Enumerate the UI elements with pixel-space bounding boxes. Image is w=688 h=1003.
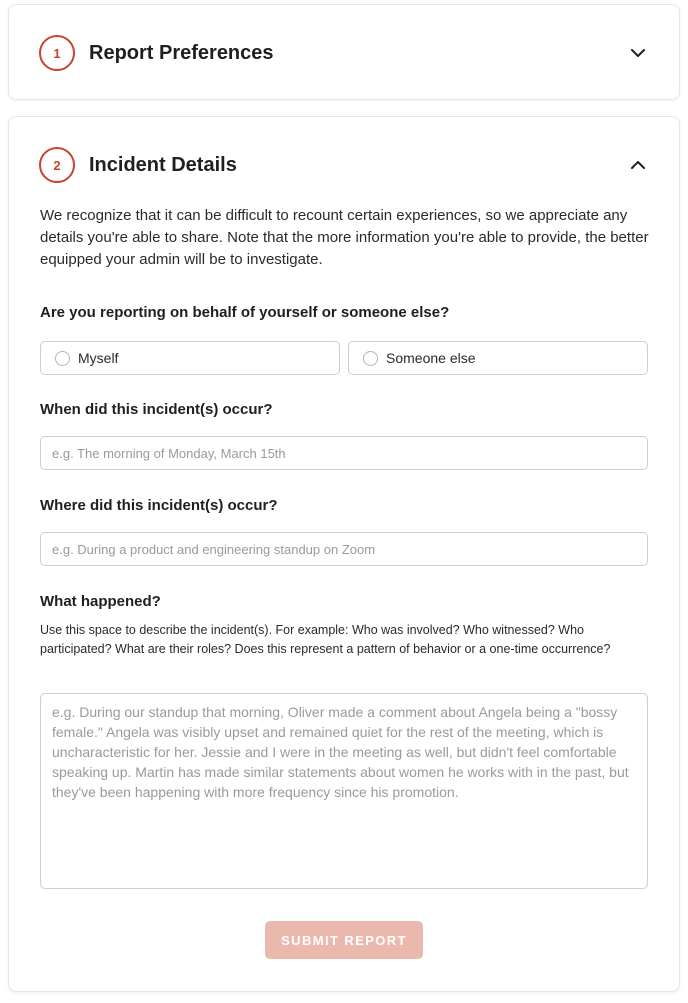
incident-intro-text: We recognize that it can be difficult to recount certain experiences, so we appreciate any details you're able to share. Note that the more information you're able to provide, the better equipped your admin will be to investigate.	[40, 207, 649, 268]
what-happened-helper-text: Use this space to describe the incident(s). For example: Who was involved? Who witnessed? Who participated? What are their roles? Does this represent a pattern of behavior or a one-time occurrence?	[40, 623, 611, 656]
incident-details-header[interactable]	[39, 147, 649, 183]
submit-report-button[interactable]: SUBMIT REPORT	[265, 921, 423, 959]
incident-details-section	[8, 116, 680, 992]
radio-circle-icon[interactable]	[55, 351, 70, 366]
radio-option-someone-else[interactable]	[348, 341, 648, 375]
what-happened-textarea[interactable]	[40, 693, 648, 889]
radio-option-label: Myself	[78, 350, 119, 366]
radio-option-label: Someone else	[386, 350, 476, 366]
where-input[interactable]	[40, 532, 648, 566]
behalf-question-label: Are you reporting on behalf of yourself or someone else?	[40, 304, 450, 321]
step-number-badge: 1	[39, 35, 75, 71]
section-title: Incident Details	[89, 153, 237, 176]
radio-circle-icon[interactable]	[363, 351, 378, 366]
what-happened-question-label: What happened?	[40, 593, 161, 610]
report-preferences-header[interactable]	[39, 35, 649, 71]
section-title: Report Preferences	[89, 41, 274, 64]
chevron-up-icon[interactable]	[627, 154, 649, 176]
where-question-label: Where did this incident(s) occur?	[40, 497, 278, 514]
when-input[interactable]	[40, 436, 648, 470]
chevron-down-icon[interactable]	[627, 42, 649, 64]
step-number-badge: 2	[39, 147, 75, 183]
radio-option-myself[interactable]	[40, 341, 340, 375]
when-question-label: When did this incident(s) occur?	[40, 401, 273, 418]
report-preferences-section	[8, 4, 680, 100]
